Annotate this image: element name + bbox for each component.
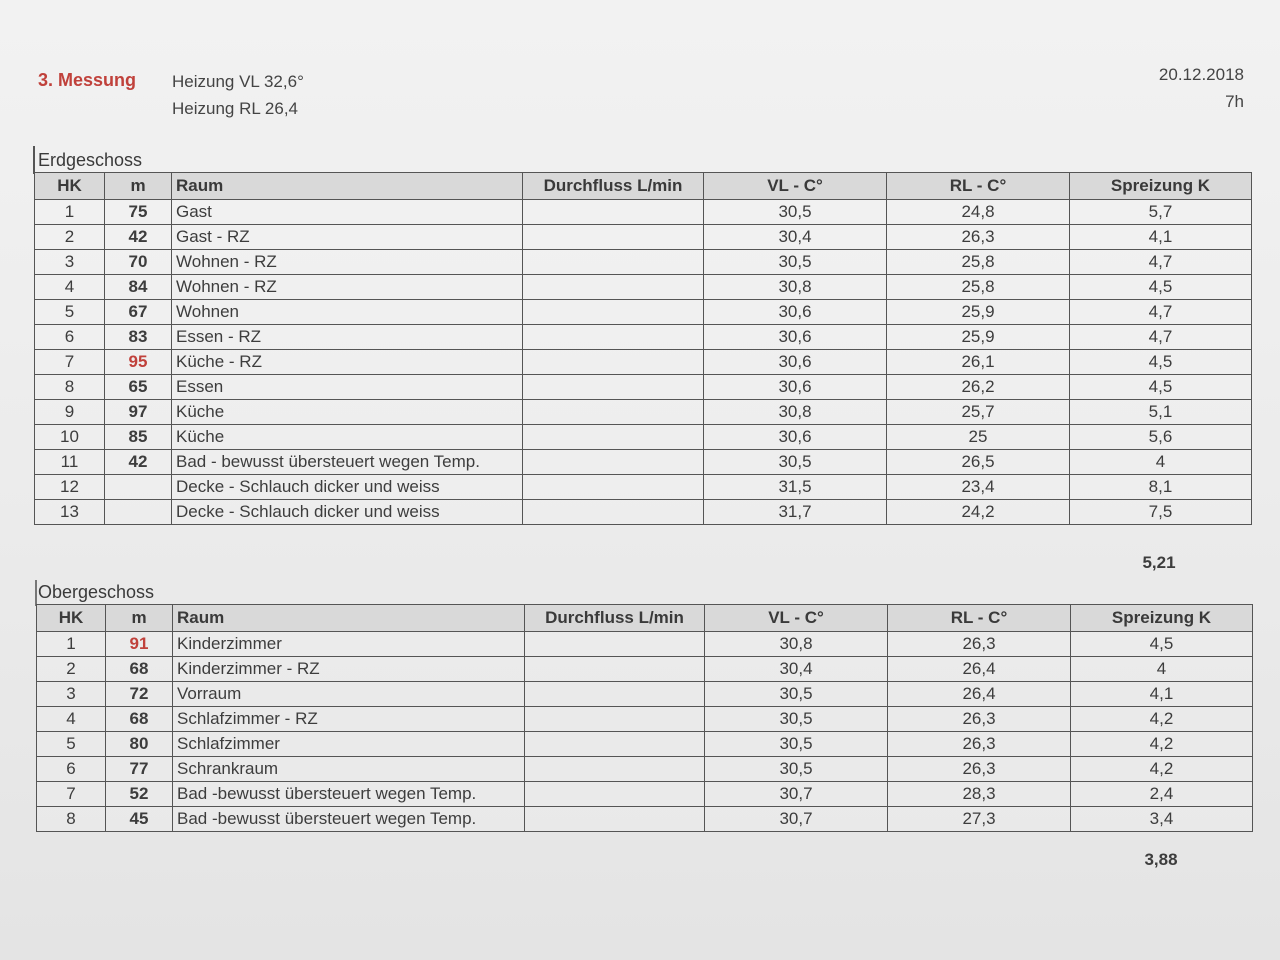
cell-durchfluss	[525, 757, 705, 782]
col-header-hk: HK	[35, 173, 105, 200]
cell-raum: Gast - RZ	[172, 225, 523, 250]
cell-rl: 25,7	[887, 400, 1070, 425]
cell-raum: Essen - RZ	[172, 325, 523, 350]
col-header-rl: RL - C°	[887, 173, 1070, 200]
section-title-obergeschoss: Obergeschoss	[38, 582, 155, 602]
cell-m: 91	[106, 632, 173, 657]
cell-m: 97	[105, 400, 172, 425]
col-header-durchfluss: Durchfluss L/min	[525, 605, 705, 632]
cell-rl: 26,1	[887, 350, 1070, 375]
col-header-vl: VL - C°	[704, 173, 887, 200]
cell-rl: 25,8	[887, 275, 1070, 300]
table-row	[35, 475, 1252, 500]
table-row	[35, 300, 1252, 325]
cell-vl: 30,4	[705, 657, 888, 682]
cell-vl: 30,8	[704, 275, 887, 300]
cell-raum: Kinderzimmer - RZ	[173, 657, 525, 682]
measurement-title: 3. Messung	[38, 70, 137, 90]
cell-m	[105, 475, 172, 500]
cell-durchfluss	[523, 300, 704, 325]
cell-hk: 8	[35, 375, 105, 400]
cell-hk: 6	[37, 757, 106, 782]
cell-raum: Schlafzimmer - RZ	[173, 707, 525, 732]
cell-hk: 3	[37, 682, 106, 707]
table-row	[35, 450, 1252, 475]
cell-vl: 30,5	[704, 450, 887, 475]
cell-m: 68	[106, 707, 173, 732]
table-row	[37, 657, 1253, 682]
cell-rl: 26,5	[887, 450, 1070, 475]
cell-vl: 30,5	[705, 682, 888, 707]
cell-m: 52	[106, 782, 173, 807]
cell-spreizung: 4,2	[1071, 732, 1253, 757]
cell-m: 83	[105, 325, 172, 350]
table-header-row	[37, 605, 1253, 632]
cell-vl: 30,5	[705, 757, 888, 782]
cell-raum: Kinderzimmer	[173, 632, 525, 657]
cell-m: 77	[106, 757, 173, 782]
cell-durchfluss	[523, 350, 704, 375]
cell-rl: 27,3	[888, 807, 1071, 832]
average-spreizung-obergeschoss: 3,88	[1144, 850, 1178, 869]
table-row	[37, 757, 1253, 782]
table-row	[35, 275, 1252, 300]
cell-rl: 28,3	[888, 782, 1071, 807]
cell-rl: 25,9	[887, 325, 1070, 350]
cell-spreizung: 7,5	[1070, 500, 1252, 525]
table-row	[37, 682, 1253, 707]
cell-vl: 30,7	[705, 782, 888, 807]
table-row	[35, 400, 1252, 425]
cell-durchfluss	[523, 325, 704, 350]
cell-rl: 26,3	[887, 225, 1070, 250]
cell-rl: 26,3	[888, 757, 1071, 782]
cell-m: 65	[105, 375, 172, 400]
cell-m: 95	[105, 350, 172, 375]
table-row	[35, 500, 1252, 525]
cell-vl: 30,8	[705, 632, 888, 657]
table-erdgeschoss	[34, 172, 1252, 525]
cell-spreizung: 4,7	[1070, 250, 1252, 275]
divider	[33, 146, 35, 174]
heating-supply-temp: Heizung VL 32,6°	[172, 72, 304, 91]
col-header-durchfluss: Durchfluss L/min	[523, 173, 704, 200]
cell-spreizung: 4,7	[1070, 325, 1252, 350]
cell-durchfluss	[523, 425, 704, 450]
cell-durchfluss	[523, 475, 704, 500]
cell-vl: 30,5	[704, 200, 887, 225]
cell-hk: 5	[35, 300, 105, 325]
cell-raum: Bad -bewusst übersteuert wegen Temp.	[173, 782, 525, 807]
cell-raum: Decke - Schlauch dicker und weiss	[172, 500, 523, 525]
cell-m: 85	[105, 425, 172, 450]
cell-durchfluss	[525, 657, 705, 682]
cell-vl: 30,6	[704, 375, 887, 400]
table-row	[35, 350, 1252, 375]
cell-durchfluss	[523, 200, 704, 225]
cell-spreizung: 4,7	[1070, 300, 1252, 325]
cell-hk: 9	[35, 400, 105, 425]
cell-durchfluss	[525, 807, 705, 832]
cell-raum: Gast	[172, 200, 523, 225]
cell-hk: 1	[35, 200, 105, 225]
cell-vl: 30,6	[704, 300, 887, 325]
cell-vl: 30,6	[704, 325, 887, 350]
cell-durchfluss	[523, 275, 704, 300]
cell-durchfluss	[523, 375, 704, 400]
cell-spreizung: 4,2	[1071, 757, 1253, 782]
measurement-date: 20.12.2018	[1158, 65, 1244, 84]
col-header-raum: Raum	[173, 605, 525, 632]
cell-durchfluss	[523, 500, 704, 525]
cell-vl: 31,7	[704, 500, 887, 525]
cell-hk: 13	[35, 500, 105, 525]
col-header-vl: VL - C°	[705, 605, 888, 632]
table-row	[37, 707, 1253, 732]
cell-spreizung: 4	[1070, 450, 1252, 475]
col-header-spreizung: Spreizung K	[1070, 173, 1252, 200]
cell-raum: Wohnen - RZ	[172, 275, 523, 300]
cell-m: 84	[105, 275, 172, 300]
cell-rl: 26,3	[888, 732, 1071, 757]
cell-m: 42	[105, 450, 172, 475]
cell-spreizung: 5,6	[1070, 425, 1252, 450]
cell-hk: 7	[37, 782, 106, 807]
cell-rl: 23,4	[887, 475, 1070, 500]
cell-rl: 25,8	[887, 250, 1070, 275]
cell-raum: Bad - bewusst übersteuert wegen Temp.	[172, 450, 523, 475]
cell-hk: 11	[35, 450, 105, 475]
cell-durchfluss	[525, 782, 705, 807]
cell-spreizung: 8,1	[1070, 475, 1252, 500]
cell-m: 45	[106, 807, 173, 832]
cell-spreizung: 5,1	[1070, 400, 1252, 425]
cell-hk: 3	[35, 250, 105, 275]
cell-raum: Küche	[172, 425, 523, 450]
table-row	[37, 632, 1253, 657]
cell-spreizung: 5,7	[1070, 200, 1252, 225]
table-row	[35, 250, 1252, 275]
cell-rl: 26,4	[888, 657, 1071, 682]
cell-hk: 8	[37, 807, 106, 832]
cell-vl: 31,5	[704, 475, 887, 500]
cell-vl: 30,7	[705, 807, 888, 832]
cell-spreizung: 4	[1071, 657, 1253, 682]
cell-spreizung: 4,5	[1070, 350, 1252, 375]
cell-vl: 30,6	[704, 425, 887, 450]
cell-vl: 30,5	[704, 250, 887, 275]
table-row	[35, 225, 1252, 250]
cell-spreizung: 4,1	[1070, 225, 1252, 250]
cell-rl: 26,4	[888, 682, 1071, 707]
cell-rl: 24,8	[887, 200, 1070, 225]
cell-spreizung: 3,4	[1071, 807, 1253, 832]
table-row	[35, 425, 1252, 450]
cell-vl: 30,6	[704, 350, 887, 375]
divider	[35, 580, 37, 606]
cell-hk: 2	[37, 657, 106, 682]
table-header-row	[35, 173, 1252, 200]
cell-vl: 30,5	[705, 707, 888, 732]
cell-hk: 4	[35, 275, 105, 300]
cell-raum: Wohnen - RZ	[172, 250, 523, 275]
col-header-m: m	[106, 605, 173, 632]
cell-vl: 30,5	[705, 732, 888, 757]
cell-m: 70	[105, 250, 172, 275]
col-header-spreizung: Spreizung K	[1071, 605, 1253, 632]
heating-return-temp: Heizung RL 26,4	[172, 99, 299, 118]
cell-raum: Küche - RZ	[172, 350, 523, 375]
cell-spreizung: 4,2	[1071, 707, 1253, 732]
cell-spreizung: 4,5	[1070, 375, 1252, 400]
section-title-erdgeschoss: Erdgeschoss	[38, 150, 143, 170]
cell-spreizung: 4,5	[1070, 275, 1252, 300]
cell-raum: Decke - Schlauch dicker und weiss	[172, 475, 523, 500]
cell-durchfluss	[523, 400, 704, 425]
measurement-time: 7h	[1225, 92, 1244, 111]
cell-spreizung: 4,5	[1071, 632, 1253, 657]
table-row	[35, 325, 1252, 350]
cell-vl: 30,8	[704, 400, 887, 425]
cell-spreizung: 4,1	[1071, 682, 1253, 707]
cell-rl: 25,9	[887, 300, 1070, 325]
cell-hk: 2	[35, 225, 105, 250]
cell-hk: 4	[37, 707, 106, 732]
cell-m: 68	[106, 657, 173, 682]
table-row	[37, 782, 1253, 807]
cell-durchfluss	[523, 250, 704, 275]
cell-raum: Wohnen	[172, 300, 523, 325]
cell-rl: 24,2	[887, 500, 1070, 525]
cell-durchfluss	[525, 632, 705, 657]
cell-durchfluss	[525, 732, 705, 757]
average-spreizung-erdgeschoss: 5,21	[1142, 553, 1176, 572]
col-header-raum: Raum	[172, 173, 523, 200]
cell-m: 72	[106, 682, 173, 707]
col-header-m: m	[105, 173, 172, 200]
col-header-hk: HK	[37, 605, 106, 632]
cell-rl: 26,2	[887, 375, 1070, 400]
table-row	[35, 375, 1252, 400]
cell-m: 80	[106, 732, 173, 757]
table-row	[35, 200, 1252, 225]
cell-raum: Bad -bewusst übersteuert wegen Temp.	[173, 807, 525, 832]
cell-raum: Küche	[172, 400, 523, 425]
cell-m: 75	[105, 200, 172, 225]
col-header-rl: RL - C°	[888, 605, 1071, 632]
table-row	[37, 807, 1253, 832]
table-row	[37, 732, 1253, 757]
cell-vl: 30,4	[704, 225, 887, 250]
cell-hk: 10	[35, 425, 105, 450]
cell-raum: Vorraum	[173, 682, 525, 707]
cell-durchfluss	[523, 450, 704, 475]
cell-m: 67	[105, 300, 172, 325]
cell-hk: 6	[35, 325, 105, 350]
cell-durchfluss	[523, 225, 704, 250]
cell-raum: Schrankraum	[173, 757, 525, 782]
cell-hk: 5	[37, 732, 106, 757]
cell-m	[105, 500, 172, 525]
cell-raum: Schlafzimmer	[173, 732, 525, 757]
table-obergeschoss	[36, 604, 1253, 832]
cell-m: 42	[105, 225, 172, 250]
cell-rl: 26,3	[888, 707, 1071, 732]
cell-spreizung: 2,4	[1071, 782, 1253, 807]
cell-hk: 7	[35, 350, 105, 375]
cell-durchfluss	[525, 682, 705, 707]
cell-rl: 26,3	[888, 632, 1071, 657]
cell-hk: 1	[37, 632, 106, 657]
cell-rl: 25	[887, 425, 1070, 450]
cell-raum: Essen	[172, 375, 523, 400]
cell-durchfluss	[525, 707, 705, 732]
cell-hk: 12	[35, 475, 105, 500]
